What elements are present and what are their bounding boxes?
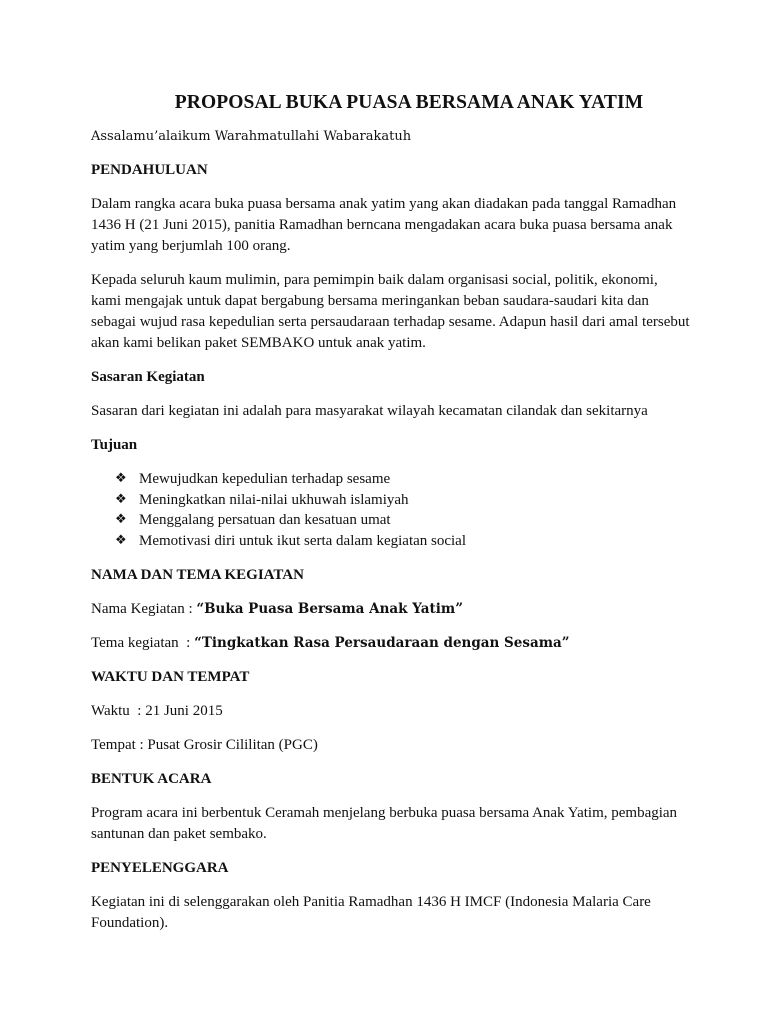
list-item: [115, 510, 691, 531]
penyelenggara-text: Kegiatan ini di selenggarakan oleh Panitia Ramadhan 1436 H IMCF (Indonesia Malaria Care Foundation).: [91, 894, 651, 931]
document-body: [91, 90, 691, 947]
list-item-text: Menggalang persatuan dan kesatuan umat: [139, 512, 391, 528]
heading-penyelenggara: PENYELENGGARA: [91, 860, 229, 876]
heading-tujuan: Tujuan: [91, 437, 138, 453]
list-item-text: Meningkatkan nilai-nilai ukhuwah islamiyah: [139, 491, 409, 508]
heading-pendahuluan: PENDAHULUAN: [91, 162, 208, 178]
list-item: [115, 490, 691, 511]
tema-kegiatan-value: “Tingkatkan Rasa Persaudaraan dengan Sesama”: [194, 635, 570, 651]
diamond-bullet-icon: ❖: [115, 471, 127, 486]
list-item: [115, 469, 691, 490]
heading-waktu-tempat: WAKTU DAN TEMPAT: [91, 669, 250, 685]
list-item-text: Memotivasi diri untuk ikut serta dalam kegiatan social: [139, 532, 467, 549]
list-item-text: Mewujudkan kepedulian terhadap sesame: [139, 471, 391, 487]
waktu-line: Waktu : 21 Juni 2015: [91, 703, 223, 719]
diamond-bullet-icon: ❖: [115, 532, 127, 548]
nama-kegiatan-value: “Buka Puasa Bersama Anak Yatim”: [196, 601, 463, 617]
list-item: [115, 531, 691, 552]
heading-nama-tema: NAMA DAN TEMA KEGIATAN: [91, 567, 304, 583]
bentuk-acara-text: Program acara ini berbentuk Ceramah menjelang berbuka puasa bersama Anak Yatim, pembagian santunan dan paket sembako.: [91, 805, 678, 842]
heading-bentuk-acara: BENTUK ACARA: [91, 771, 212, 787]
pendahuluan-paragraph-1: Dalam rangka acara buka puasa bersama anak yatim yang akan diadakan pada tanggal Ramadhan 1436 H (21 Juni 2015), panitia Ramadhan berncana mengadakan acara buka puasa bersama anak yatim yang berjumlah 100 orang.: [91, 196, 677, 254]
sasaran-text: Sasaran dari kegiatan ini adalah para masyarakat wilayah kecamatan cilandak dan sekitarnya: [91, 403, 648, 419]
tema-kegiatan-line: [91, 633, 691, 654]
document-title: PROPOSAL BUKA PUASA BERSAMA ANAK YATIM: [174, 92, 644, 113]
greeting-text: Assalamu’alaikum Warahmatullahi Wabarakatuh: [91, 129, 412, 144]
pendahuluan-paragraph-2: Kepada seluruh kaum mulimin, para pemimpin baik dalam organisasi social, politik, ekonomi, kami mengajak untuk dapat bergabung bersama meringankan beban saudara-saudari kita dan sebagai wujud rasa kepedulian serta persaudaraan terhadap sesame. Adapun hasil dari amal tersebut akan kami belikan paket SEMBAKO untuk anak yatim.: [91, 272, 690, 351]
heading-sasaran: Sasaran Kegiatan: [91, 369, 205, 385]
tujuan-list: [91, 469, 691, 551]
diamond-bullet-icon: ❖: [115, 512, 127, 527]
diamond-bullet-icon: ❖: [115, 491, 127, 507]
tempat-line: Tempat : Pusat Grosir Cililitan (PGC): [91, 737, 318, 753]
nama-kegiatan-label: Nama Kegiatan :: [91, 601, 197, 617]
tema-kegiatan-label: Tema kegiatan :: [91, 635, 195, 651]
nama-kegiatan-line: [91, 599, 691, 620]
